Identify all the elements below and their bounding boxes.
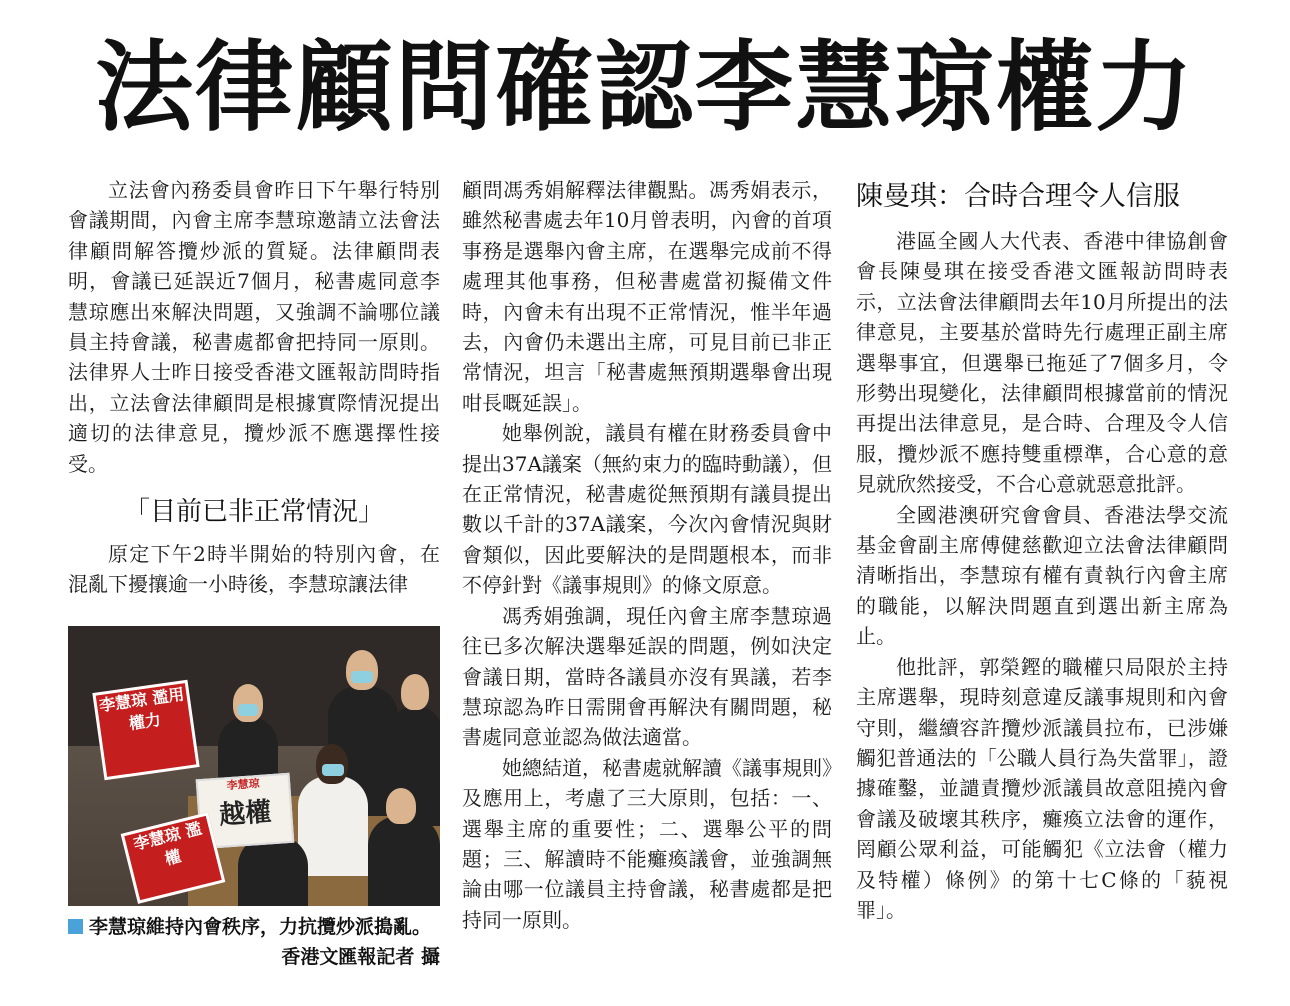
photo-figure-head	[401, 674, 429, 710]
photo-figure	[238, 836, 308, 906]
photo-caption	[68, 912, 440, 972]
photo-figure-head	[346, 650, 378, 690]
protest-sign: 李慧琼 濫用 權力	[92, 680, 199, 781]
article-column-1	[68, 175, 440, 600]
headline: 法律顧問確認李慧琼權力	[94, 31, 1195, 145]
paragraph: 全國港澳研究會會員、香港法學交流基金會副主席傅健慈歡迎立法會法律顧問清晰指出，李慧琼有權有責執行內會主席的職能，以解決問題直到選出新主席為止。	[856, 502, 1228, 649]
paragraph: 港區全國人大代表、香港中律協創會會長陳曼琪在接受香港文匯報訪問時表示，立法會法律顧問去年10月所提出的法律意見，主要基於當時先行處理正副主席選舉事宜，但選舉已拖延了7個多月，令形勢出現變化，法律顧問根據當前的情況再提出法律意見，是合時、合理及令人信服，攬炒派不應持雙重標準，合心意的意見就欣然接受，不合心意就惡意批評。	[856, 229, 1228, 497]
photo-figure-head	[386, 788, 416, 824]
photo-figure	[368, 816, 440, 906]
article-column-3	[856, 180, 1228, 925]
protest-sign-white: 李慧琼 越權	[196, 773, 295, 849]
photo-credit: 香港文匯報記者 攝	[281, 946, 440, 968]
paragraph: 他批評，郭榮鏗的職權只局限於主持主席選舉，現時刻意違反議事規則和內會守則，繼續容許攬炒派議員拉布，已涉嫌觸犯普通法的「公職人員行為失當罪」，證據確鑿，並譴責攬炒派議員故意阻撓內會會議及破壞其秩序，癱瘓立法會的運作，罔顧公眾利益，可能觸犯《立法會（權力及特權）條例》的第十七C條的「藐視罪」。	[856, 654, 1228, 922]
paragraph: 原定下午2時半開始的特別內會，在混亂下擾攘逾一小時後，李慧琼讓法律	[68, 542, 440, 597]
caption-text: 李慧琼維持內會秩序，力抗攬炒派搗亂。	[89, 916, 432, 938]
photo-mask	[322, 764, 344, 776]
protest-sign: 李慧琼 濫權	[121, 812, 226, 904]
photo-mask	[238, 704, 258, 716]
subheading: 陳曼琪：合時合理令人信服	[856, 181, 1180, 212]
news-photo	[68, 626, 440, 906]
photo-figure-chair	[298, 776, 368, 876]
paragraph: 立法會內務委員會昨日下午舉行特別會議期間，內會主席李慧琼邀請立法會法律顧問解答攬炒派的質疑。法律顧問表明，會議已延誤近7個月，秘書處同意李慧琼應出來解決問題，又強調不論哪位議員主持會議，秘書處都會把持同一原則。法律界人士昨日接受香港文匯報訪問時指出，立法會法律顧問是根據實際情況提出適切的法律意見，攬炒派不應選擇性接受。	[68, 178, 440, 476]
paragraph: 她舉例說，議員有權在財務委員會中提出37A議案（無約束力的臨時動議），但在正常情況，秘書處從無預期有議員提出數以千計的37A議案，今次內會情況與財會類似，因此要解決的是問題根本，而非不停針對《議事規則》的條文原意。	[462, 421, 832, 598]
article-column-2	[462, 175, 832, 935]
paragraph: 顧問馮秀娟解釋法律觀點。馮秀娟表示，雖然秘書處去年10月曾表明，內會的首項事務是選舉內會主席，在選舉完成前不得處理其他事務，但秘書處當初擬備文件時，內會未有出現不正常情況，惟半年過去，內會仍未選出主席，可見目前已非正常情況，坦言「秘書處無預期選舉會出現咁長嘅延誤」。	[462, 178, 832, 415]
subheading: 「目前已非正常情況」	[123, 497, 384, 528]
paragraph: 馮秀娟強調，現任內會主席李慧琼過往已多次解決選舉延誤的問題，例如決定會議日期，當時各議員亦沒有異議，若李慧琼認為昨日需開會再解決有關問題，秘書處同意並認為做法適當。	[462, 603, 832, 750]
caption-square-icon	[68, 919, 83, 934]
paragraph: 她總結道，秘書處就解讀《議事規則》及應用上，考慮了三大原則，包括：一、選舉主席的重要性；二、選舉公平的問題；三、解讀時不能癱瘓議會，並強調無論由哪一位議員主持會議，秘書處都是把持同一原則。	[462, 755, 832, 932]
photo-figure-head	[233, 684, 263, 722]
photo-mask	[351, 671, 373, 683]
